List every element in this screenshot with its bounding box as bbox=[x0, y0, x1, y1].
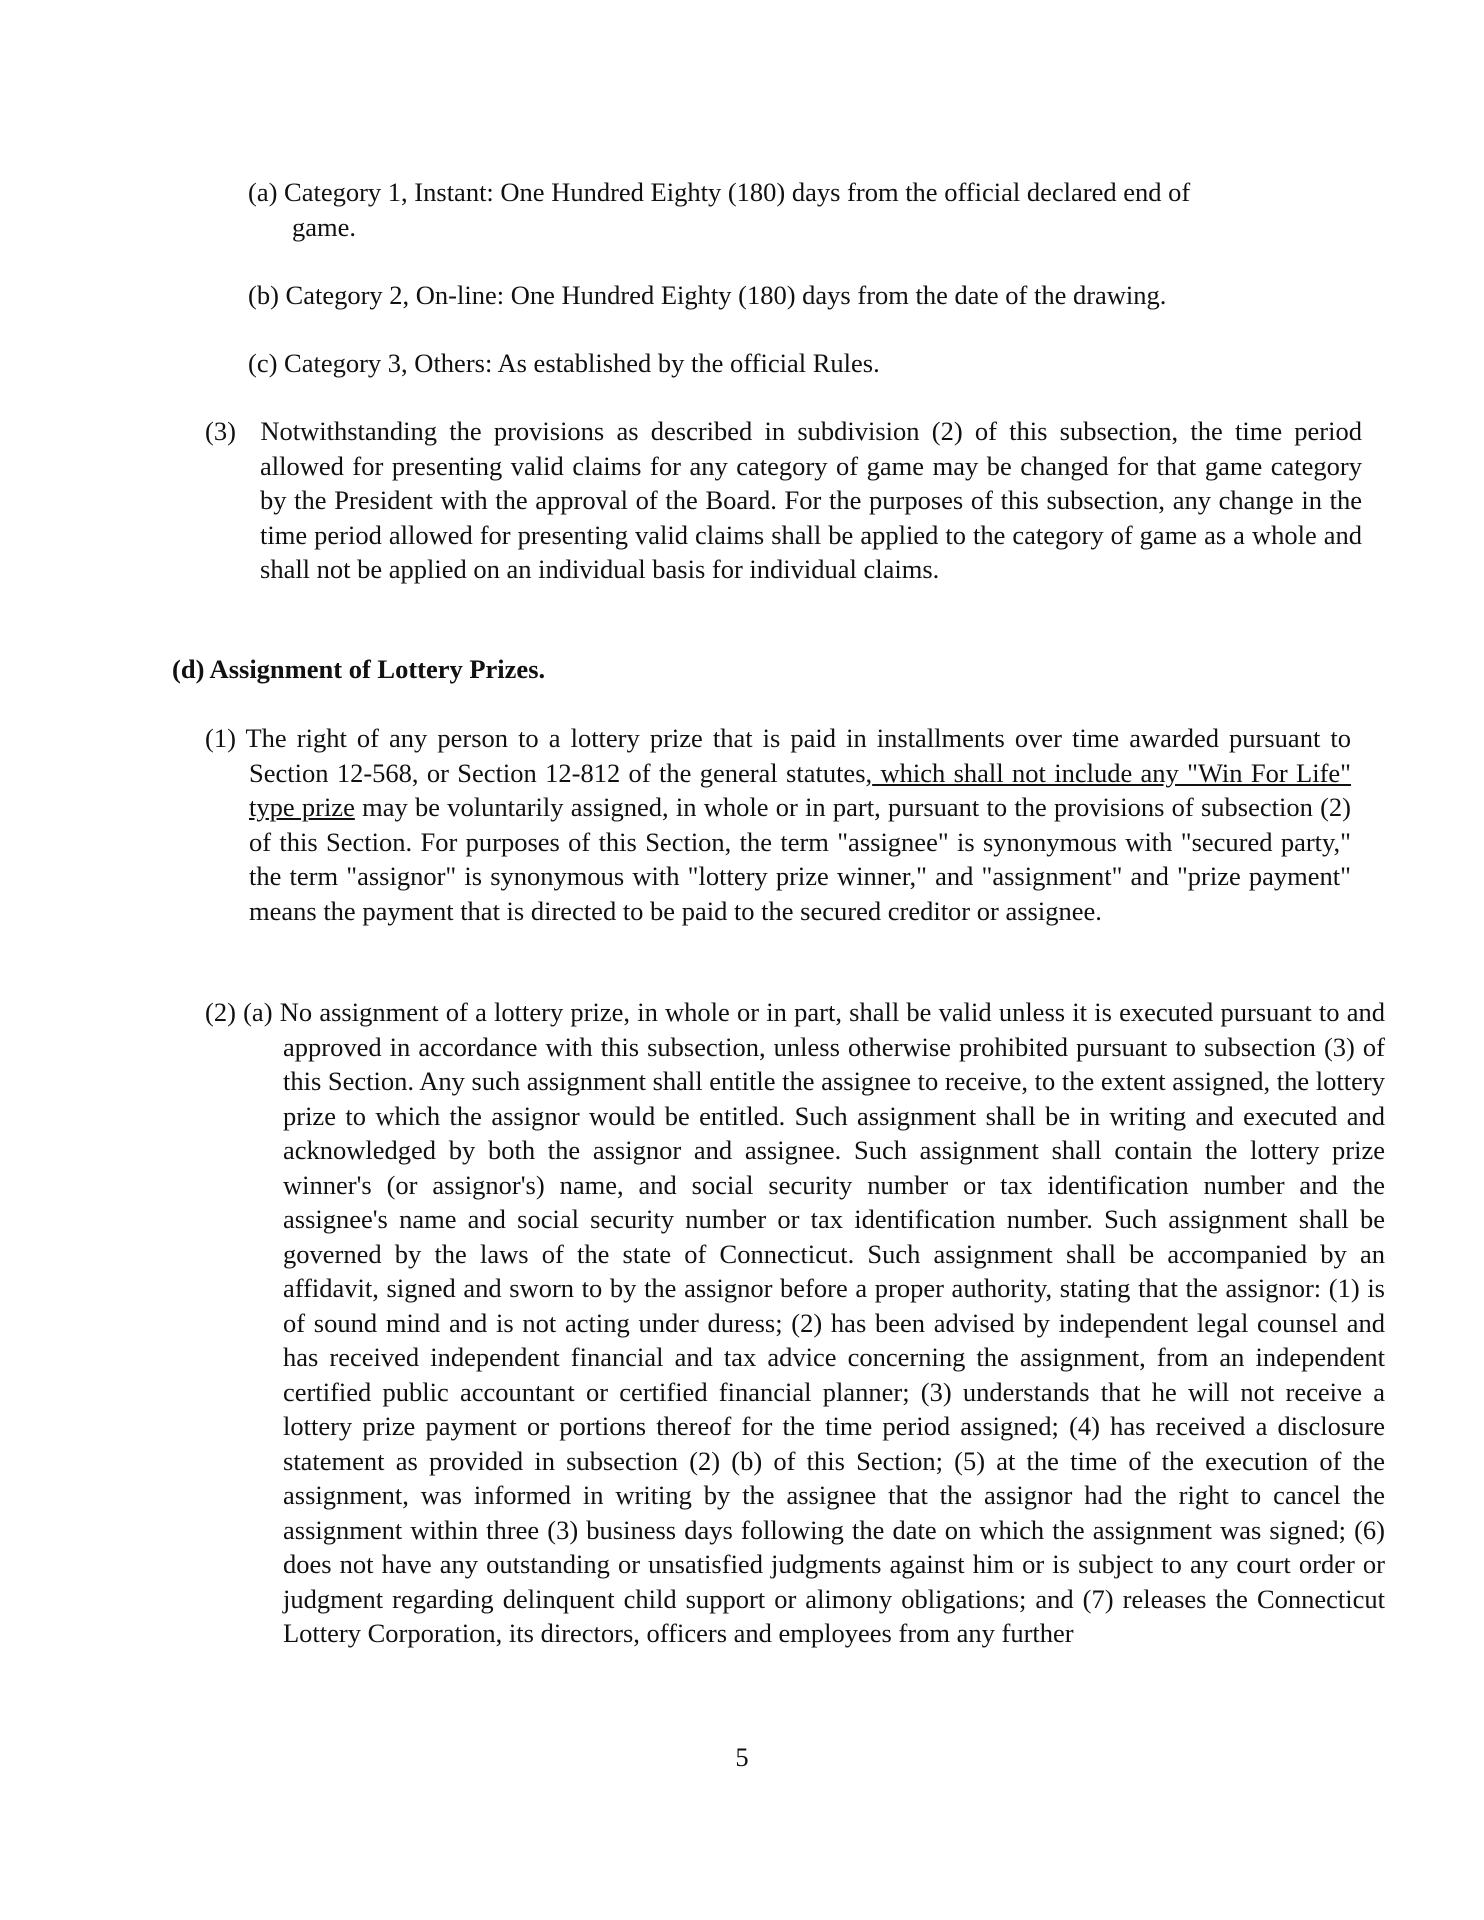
item-2a-label: (a) bbox=[248, 177, 278, 207]
item-2b-text: Category 2, On-line: One Hundred Eighty (180) days from the date of the drawing. bbox=[285, 280, 1167, 310]
subdivision-d1 bbox=[205, 721, 1351, 928]
item-2c-text: Category 3, Others: As established by the official Rules. bbox=[284, 348, 880, 378]
subdivision-d2a bbox=[205, 995, 1385, 1651]
item-2a-text-continued: game. bbox=[292, 211, 357, 242]
subdivision-d1-text-end: may be voluntarily assigned, in whole or in part, pursuant to the provisions of subsection (2) of this Section. For purposes of this Section, the term "assignee" is synonymous with "secured party," the term "assignor" is synonymous with "lottery prize winner," and "assignment" and "prize payment" means the payment that is directed to be paid to the secured creditor or assignee. bbox=[249, 792, 1351, 926]
subdivision-3 bbox=[205, 414, 1362, 587]
subdivision-3-label: (3) bbox=[205, 416, 236, 446]
page-number: 5 bbox=[735, 1742, 749, 1772]
subdivision-d1-label: (1) bbox=[205, 723, 236, 753]
subdivision-d2a-label: (2) (a) bbox=[205, 997, 273, 1027]
item-2c-label: (c) bbox=[248, 348, 278, 378]
item-2b bbox=[248, 278, 1348, 313]
section-d-heading: (d) Assignment of Lottery Prizes. bbox=[172, 654, 546, 684]
subdivision-3-text: Notwithstanding the provisions as described in subdivision (2) of this subsection, the time period allowed for presenting valid claims for any category of game may be changed for that game category by the President with the approval of the Board. For the purposes of this subsection, any change in the time period allowed for presenting valid claims shall be applied to the category of game as a whole and shall not be applied on an individual basis for individual claims. bbox=[260, 416, 1362, 584]
subdivision-d1-text: The right of any person to a lottery prize that is paid in installments over time awarded pursuant to Section 12-568, or Section 12-812 of the general statutes, bbox=[245, 723, 1351, 788]
item-2a-text: Category 1, Instant: One Hundred Eighty (180) days from the official declared end of bbox=[284, 177, 1191, 207]
item-2b-label: (b) bbox=[248, 280, 279, 310]
subdivision-d2a-text: No assignment of a lottery prize, in whole or in part, shall be valid unless it is executed pursuant to and approved in accordance with this subsection, unless otherwise prohibited pursuant to subsection (3) of this Section. Any such assignment shall entitle the assignee to receive, to the extent assigned, the lottery prize to which the assignor would be entitled. Such assignment shall be in writing and executed and acknowledged by both the assignor and assignee. Such assignment shall contain the lottery prize winner's (or assignor's) name, and social security number or tax identification number and the assignee's name and social security number or tax identification number. Such assignment shall be governed by the laws of the state of Connecticut. Such assignment shall be accompanied by an affidavit, signed and sworn to by the assignor before a proper authority, stating that the assignor: (1) is of sound mind and is not acting under duress; (2) has been advised by independent legal counsel and has received independent financial and tax advice concerning the assignment, from an independent certified public accountant or certified financial planner; (3) understands that he will not receive a lottery prize payment or portions thereof for the time period assigned; (4) has received a disclosure statement as provided in subsection (2) (b) of this Section; (5) at the time of the execution of the assignment, was informed in writing by the assignee that the assignor had the right to cancel the assignment within three (3) business days following the date on which the assignment was signed; (6) does not have any outstanding or unsatisfied judgments against him or is subject to any court order or judgment regarding delinquent child support or alimony obligations; and (7) releases the Connecticut Lottery Corporation, its directors, officers and employees from any further bbox=[279, 997, 1386, 1648]
item-2a bbox=[248, 175, 1308, 244]
item-2c bbox=[248, 346, 1348, 381]
subdivision-d1-underlined-text: which shall not include any "Win For Life" type prize bbox=[249, 757, 1351, 822]
